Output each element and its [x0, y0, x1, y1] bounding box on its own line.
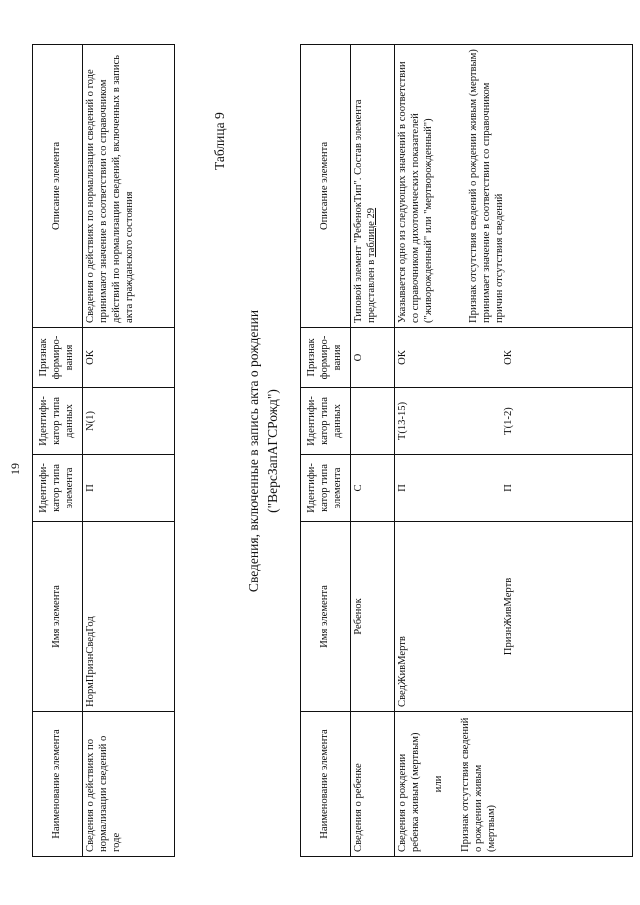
cell-spacer — [436, 49, 468, 323]
or-separator: или — [432, 775, 444, 793]
header-cell-element: Имя элемента — [33, 522, 83, 712]
header-cell-name: Наименование элемента — [33, 712, 83, 857]
table-row — [351, 45, 395, 857]
table-normalization — [32, 44, 175, 857]
element-alternative-a: СведЖивМертв — [397, 636, 408, 707]
table-label: Таблица 9 — [212, 112, 227, 170]
table-row — [83, 45, 175, 857]
header-cell-sign: Признак формиро-вания — [301, 328, 351, 388]
cell-sign — [395, 328, 633, 388]
name-alternative-b: Признак отсутствия сведений о рождении живым (мертвым) — [459, 717, 497, 852]
cell-spacer — [410, 459, 503, 517]
header-cell-data-type: Идентифи-катор типа данных — [301, 388, 351, 455]
cell-spacer — [410, 392, 503, 450]
page-number: 19 — [8, 463, 22, 475]
header-cell-element-type: Идентифи-катор типа элемента — [301, 455, 351, 522]
sign-alternative-b: ОК — [502, 350, 514, 365]
description-alternative-b: Признак отсутствия сведений о рождении живым (мертвым) принимает значение в соответствии со справочником причин отсутствия сведений — [467, 49, 505, 323]
header-cell-element: Имя элемента — [301, 522, 351, 712]
header-cell-sign: Признак формиро-вания — [33, 328, 83, 388]
datatype-alternative-a: Т(13-15) — [397, 401, 408, 441]
cell-spacer — [410, 332, 503, 383]
cell-description: Сведения о действиях по нормализации сведений о годе принимают значение в соответствии со справочником действий по нормализации сведений, включенных в запись акта гражданского состояния — [83, 45, 175, 328]
header-cell-element-type: Идентифи-катор типа элемента — [33, 455, 83, 522]
type-alternative-a: П — [397, 484, 408, 492]
type-alternative-b: П — [502, 484, 514, 492]
cell-sign: О — [351, 328, 395, 388]
description-alternative-a: Указывается одно из следующих значений в соответствии со справочником дихотомических показателей ("живорожденный" или "мертворожденный") — [397, 61, 434, 323]
table-title: Сведения, включенные в запись акта о рождении — [246, 309, 261, 593]
table-reference-link[interactable]: таблице 29 — [365, 207, 377, 258]
element-alternative-b: ПризнЖивМертв — [502, 577, 514, 656]
table-header-row — [301, 45, 351, 857]
table-birth-record — [300, 44, 633, 857]
cell-data-type — [351, 388, 395, 455]
cell-description — [351, 45, 395, 328]
cell-name — [395, 712, 633, 857]
header-cell-description: Описание элемента — [301, 45, 351, 328]
cell-data-type: N(1) — [83, 388, 175, 455]
name-alternative-a: Сведения о рождении ребенка живым (мертвым) — [397, 732, 421, 852]
sign-alternative-a: ОК — [397, 350, 408, 365]
cell-description — [395, 45, 633, 328]
header-cell-data-type: Идентифи-катор типа данных — [33, 388, 83, 455]
header-cell-description: Описание элемента — [33, 45, 83, 328]
cell-element-type: С — [351, 455, 395, 522]
description-text: Типовой элемент "РебенокТип". Состав элемента представлен в — [353, 99, 377, 323]
header-cell-name: Наименование элемента — [301, 712, 351, 857]
cell-sign: ОК — [83, 328, 175, 388]
cell-element-type: П — [83, 455, 175, 522]
cell-data-type — [395, 388, 633, 455]
cell-name: Сведения о действиях по нормализации сведений о годе — [83, 712, 175, 857]
table-title-code: ("ВерсЗапАГСРожд") — [265, 389, 280, 513]
cell-name: Сведения о ребенке — [351, 712, 395, 857]
cell-element — [395, 522, 633, 712]
cell-element-type — [395, 455, 633, 522]
datatype-alternative-b: Т(1-2) — [502, 407, 514, 435]
cell-spacer — [410, 526, 503, 707]
table-header-row — [33, 45, 83, 857]
cell-element: НормПризнСведГод — [83, 522, 175, 712]
table-row — [395, 45, 633, 857]
cell-element: Ребенок — [351, 522, 395, 712]
